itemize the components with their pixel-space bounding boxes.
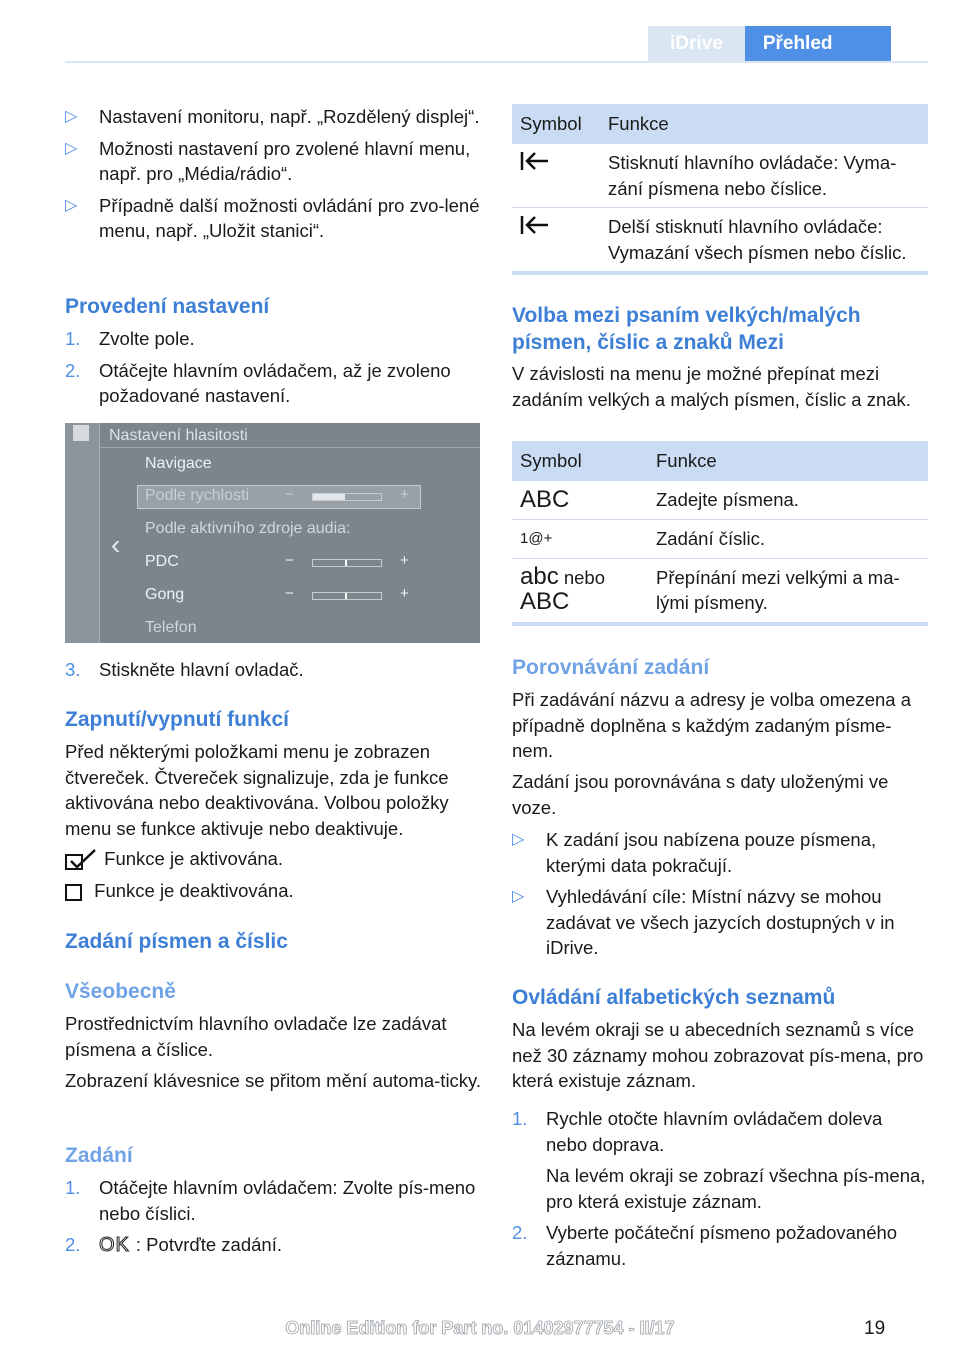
triangle-bullet-icon: ▷ [512, 888, 525, 905]
numbered-step: 3. Stiskněte hlavní ovladač. [65, 659, 304, 680]
backspace-arrow-icon [520, 214, 550, 236]
table-cell: Přepínání mezi velkými a ma‐lými písmeny. [648, 558, 928, 624]
table-row [512, 558, 928, 624]
function-inactive-text: Funkce je deaktivována. [94, 880, 294, 901]
ok-icon: OK [99, 1234, 130, 1256]
heading-provedeni: Provedení nastavení [65, 295, 270, 318]
function-active-text: Funkce je aktivována. [104, 848, 284, 869]
triangle-bullet-icon: ▷ [65, 139, 78, 157]
numbered-step-continuation: Na levém okraji se zobrazí všechna pís‐mena, pro která existuje záznam. [546, 1165, 926, 1212]
backspace-arrow-icon [520, 150, 550, 172]
numbered-step: 2. OK : Potvrďte zadání. [65, 1234, 282, 1256]
screenshot-row: Gong [145, 586, 185, 603]
porovnavani-p2: Zadání jsou porovnávána s daty uloženými ve voze. [512, 771, 889, 818]
table-row [512, 481, 928, 520]
porovnavani-bullets [512, 827, 928, 961]
checkbox-checked-icon [65, 849, 97, 871]
table-cell: Zadejte písmena. [648, 481, 928, 520]
chevron-left-icon: ‹ [111, 529, 121, 560]
heading-ovladani: Ovládání alfabetických seznamů [512, 986, 836, 1009]
table-delete [512, 104, 928, 275]
table-row [512, 144, 928, 208]
screenshot-title: Nastavení hlasitosti [109, 427, 248, 444]
triangle-bullet-icon: ▷ [512, 831, 525, 848]
numbered-step: 1. Zvolte pole. [65, 328, 195, 349]
table-cell: Stisknutí hlavního ovládače: Vyma‐zání písmena nebo číslice. [600, 144, 928, 208]
minus-icon: − [285, 552, 294, 569]
minus-icon: − [285, 585, 294, 602]
footer-edition: Online Edition for Part no. 01402977754 - II/17 [285, 1318, 675, 1338]
bullet-item: ▷ Nastavení monitoru, např. „Rozdělený displej“. [65, 104, 483, 130]
heading-zadani-pismen: Zadání písmen a číslic [65, 930, 288, 953]
screenshot-row: Navigace [145, 455, 212, 472]
triangle-bullet-icon: ▷ [65, 108, 78, 125]
vseobecne-p2: Zobrazení klávesnice se přitom mění automa‐ticky. [65, 1070, 482, 1091]
heading-volba: Volba mezi psaním velkých/malých písmen, číslic a znaků Mezi [512, 304, 861, 354]
table-row [512, 208, 928, 274]
function-active-line [65, 846, 483, 872]
porovnavani-p1: Při zadávání názvu a adresy je volba omezena a případně doplněna s každým zadaným písme‐nem. [512, 689, 912, 761]
header-tabs [648, 26, 891, 62]
plus-icon: + [400, 552, 409, 569]
slider-track [312, 493, 382, 501]
left-bullets [65, 104, 483, 244]
ovladani-steps [512, 1106, 928, 1271]
plus-icon: + [400, 486, 409, 503]
table-header: Symbol [512, 104, 600, 144]
numbered-step: 1. Rychle otočte hlavním ovládačem doleva nebo doprava. [512, 1108, 883, 1155]
vseobecne-p1: Prostřednictvím hlavního ovladače lze zadávat písmena a číslice. [65, 1013, 447, 1060]
abc-uppercase-icon: ABC [520, 587, 570, 615]
table-cell: Delší stisknutí hlavního ovládače: Vymazání všech písmen nebo číslic. [600, 208, 928, 274]
header-rule [65, 61, 928, 63]
abc-uppercase-icon: ABC [512, 481, 648, 520]
zadani-steps [65, 1175, 483, 1259]
table-header: Symbol [512, 441, 648, 481]
table-case [512, 441, 928, 626]
screenshot-row: Telefon [145, 619, 197, 636]
screenshot-row: Podle aktivního zdroje audia: [145, 520, 351, 537]
slider-track [312, 592, 382, 600]
header-tab-prehled: Přehled [745, 26, 891, 62]
heading-porovnavani: Porovnávání zadání [512, 656, 710, 679]
home-icon [73, 425, 89, 441]
slider-track [312, 559, 382, 567]
provedeni-steps [65, 326, 483, 409]
provedeni-step3 [65, 657, 483, 683]
page-number: 19 [864, 1318, 886, 1339]
zapnuti-text: Před některými položkami menu je zobrazen čtvereček. Čtvereček signalizuje, zda je funkce aktivována nebo deaktivována. Volbou položky menu se funkce aktivuje nebo deaktivuje. [65, 741, 449, 839]
screenshot-row: PDC [145, 553, 179, 570]
ovladani-text: Na levém okraji se u abecedních seznamů s více než 30 záznamy mohou zobrazovat pís‐mena, pro která existuje záznam. [512, 1019, 924, 1091]
triangle-bullet-icon: ▷ [65, 196, 78, 214]
bullet-item: ▷ Možnosti nastavení pro zvolené hlavní menu, např. pro „Média/rádio“. [65, 137, 471, 184]
table-header: Funkce [648, 441, 928, 481]
numbered-step: 2. Otáčejte hlavním ovládačem, až je zvoleno požadované nastavení. [65, 359, 451, 406]
screenshot-row: Podle rychlosti [145, 487, 250, 504]
or-text: nebo [563, 566, 605, 588]
screenshot-sidebar [65, 423, 100, 643]
bullet-item: ▷ Vyhledávání cíle: Místní názvy se mohou zadávat ve všech jazycích dostupných v in iDrive. [512, 886, 895, 958]
subheading-vseobecne: Všeobecně [65, 980, 176, 1003]
bullet-item: ▷ K zadání jsou nabízena pouze písmena, kterými data pokračují. [512, 829, 877, 876]
header-tab-idrive: iDrive [648, 26, 745, 62]
numbered-step: 2. Vyberte počáteční písmeno požadovaného záznamu. [512, 1222, 898, 1269]
table-row [512, 520, 928, 559]
bullet-item: ▷ Případně další možnosti ovládání pro zvo‐lené menu, např. „Uložit stanici“. [65, 194, 480, 241]
volba-text: V závislosti na menu je možné přepínat mezi zadáním velkých a malých písmen, číslic a znak. [512, 363, 911, 410]
heading-zapnuti: Zapnutí/vypnutí funkcí [65, 708, 289, 731]
volume-settings-screenshot [65, 423, 480, 643]
minus-icon: − [285, 486, 294, 503]
numbers-symbols-icon: 1@+ [512, 520, 648, 559]
checkbox-empty-icon [65, 882, 85, 902]
table-header: Funkce [600, 104, 928, 144]
function-inactive-line [65, 878, 483, 904]
table-cell: Zadání číslic. [648, 520, 928, 559]
numbered-step: 1. Otáčejte hlavním ovládačem: Zvolte pís‐meno nebo číslici. [65, 1177, 476, 1224]
plus-icon: + [400, 585, 409, 602]
abc-lowercase-icon: abc [520, 562, 559, 590]
subheading-zadani: Zadání [65, 1144, 133, 1167]
